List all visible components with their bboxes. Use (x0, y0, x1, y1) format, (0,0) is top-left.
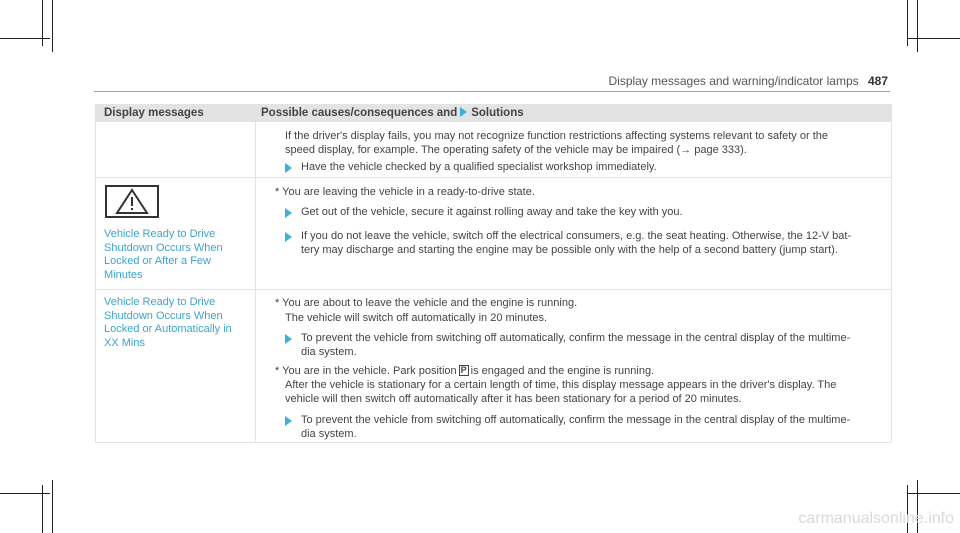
action-arrow-icon (285, 232, 292, 242)
crop-mark (52, 0, 53, 52)
action-arrow-icon (285, 416, 292, 426)
message-text: Minutes (104, 268, 143, 281)
row-divider (96, 289, 891, 290)
solution-arrow-icon (460, 107, 467, 117)
message-text: Shutdown Occurs When (104, 309, 223, 322)
column-header-messages: Display messages (104, 107, 204, 119)
row1-action: Have the vehicle checked by a qualified specialist workshop immediately. (301, 161, 657, 173)
action-arrow-icon (285, 163, 292, 173)
row2-action2-line2: tery may discharge and starting the engine may be possible only with the help of a second battery (jump start). (301, 244, 838, 256)
warning-triangle-icon (105, 185, 159, 218)
row3-action2-line2: dia system. (301, 428, 357, 440)
running-header (609, 74, 889, 88)
message-text: Vehicle Ready to Drive (104, 228, 216, 240)
column-header-causes (261, 107, 524, 119)
message-text: XX Mins (104, 336, 145, 349)
message-text: Locked or Automatically in (104, 323, 232, 335)
header-divider (94, 91, 890, 92)
cause2-text-end: is engaged and the engine is running. (470, 365, 655, 377)
action-arrow-icon (285, 208, 292, 218)
page-number: 487 (867, 74, 888, 88)
row3-cause1: * You are about to leave the vehicle and the engine is running. (275, 297, 578, 309)
row3-action2-line1: To prevent the vehicle from switching off automatically, confirm the message in the central display of the multime- (301, 414, 851, 426)
crop-mark (908, 38, 960, 39)
table-header (96, 105, 891, 122)
row3-action1-line2: dia system. (301, 346, 357, 358)
action-arrow-icon (285, 334, 292, 344)
message-text: Shutdown Occurs When (104, 241, 223, 254)
row1-line1: If the driver's display fails, you may not recognize function restrictions affecting systems relevant to safety or the (285, 130, 828, 142)
message-text: Locked or After a Few (104, 255, 211, 267)
row3-cause2 (275, 364, 654, 378)
watermark: carmanualsonline.info (798, 510, 954, 527)
row2-action1: Get out of the vehicle, secure it against rolling away and take the key with you. (301, 206, 683, 218)
crop-mark (917, 0, 918, 52)
crop-mark (0, 38, 50, 39)
row1-line2: speed display, for example. The operating safety of the vehicle may be impaired (→ page 333). (285, 144, 747, 156)
section-title: Display messages and warning/indicator lamps (608, 74, 859, 88)
crop-mark (908, 493, 960, 494)
display-messages-table (95, 104, 892, 443)
causes-label: Possible causes/consequences and (261, 107, 458, 119)
solutions-label: Solutions (471, 107, 524, 119)
row3-cause2-detail1: After the vehicle is stationary for a certain length of time, this display message appears in the driver's display. The (285, 379, 837, 391)
row3-cause1-detail: The vehicle will switch off automatically in 20 minutes. (285, 312, 548, 324)
row2-cause: * You are leaving the vehicle in a ready-to-drive state. (275, 186, 535, 198)
cause2-text: * You are in the vehicle. Park position (275, 365, 457, 377)
crop-mark (42, 0, 43, 46)
row3-action1-line1: To prevent the vehicle from switching off automatically, confirm the message in the central display of the multime- (301, 332, 851, 344)
row3-cause2-detail2: vehicle will then switch off automatically after it has been stationary for a period of 20 minutes. (285, 393, 742, 405)
park-position-icon: P (460, 365, 467, 375)
crop-mark (52, 480, 53, 533)
message-text: Vehicle Ready to Drive (104, 296, 216, 308)
row-divider (96, 177, 891, 178)
crop-mark (907, 0, 908, 46)
row2-action2-line1: If you do not leave the vehicle, switch off the electrical consumers, e.g. the seat heating. Otherwise, the 12-V bat- (301, 230, 852, 242)
column-divider (255, 105, 256, 442)
crop-mark (0, 493, 50, 494)
